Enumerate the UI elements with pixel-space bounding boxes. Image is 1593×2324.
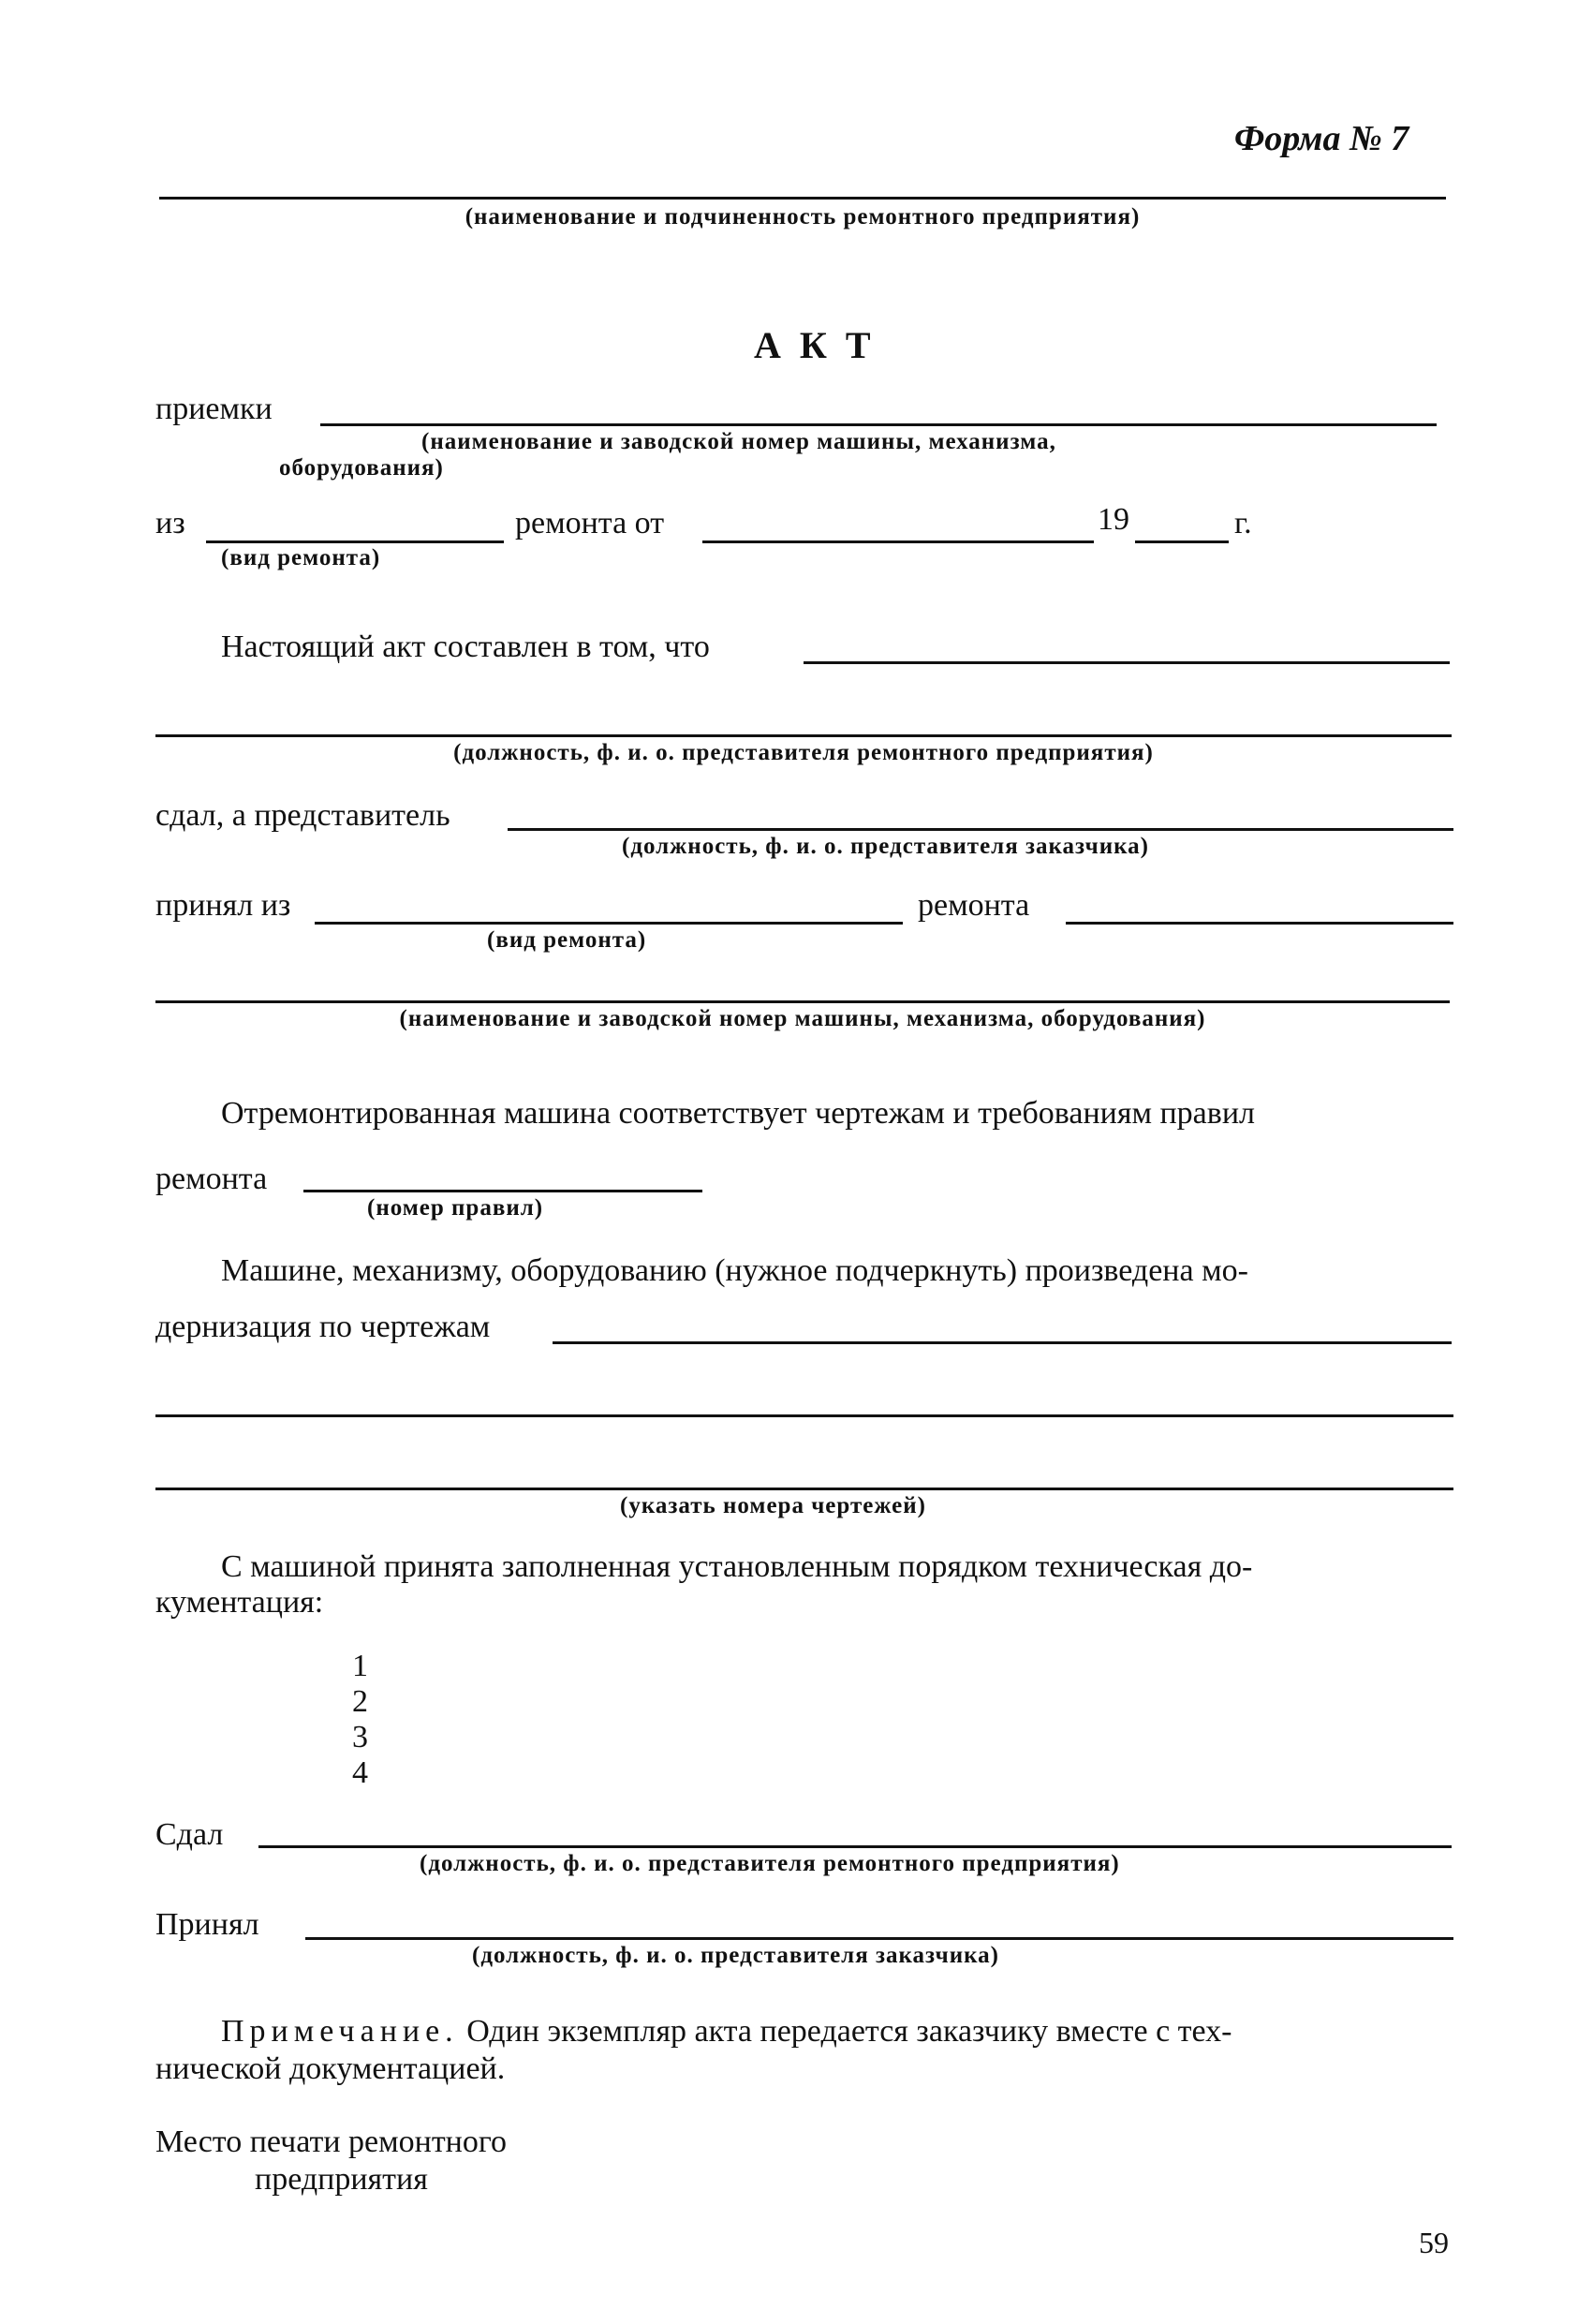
customer-rep-line[interactable] xyxy=(508,828,1453,831)
handed-signature-line[interactable] xyxy=(258,1845,1452,1848)
documentation-line1: С машиной принята заполненная установленным порядком техническая до- xyxy=(221,1549,1253,1584)
machine-caption-line2: оборудования) xyxy=(279,455,444,481)
handed-label: Сдал xyxy=(155,1817,224,1852)
handed-caption: (должность, ф. и. о. представителя ремонтного предприятия) xyxy=(420,1851,1120,1876)
drawings-line1[interactable] xyxy=(553,1341,1452,1344)
note-text-line2: нической документацией. xyxy=(155,2051,506,2086)
compliance-repair-label: ремонта xyxy=(155,1162,268,1196)
repair-type-line[interactable] xyxy=(206,540,504,543)
drawings-line2[interactable] xyxy=(155,1414,1453,1417)
machine-caption-line1: (наименование и заводской номер машины, механизма, xyxy=(421,429,1056,454)
repair-rep-caption: (должность, ф. и. о. представителя ремонтного предприятия) xyxy=(453,740,1154,765)
compliance-text: Отремонтированная машина соответствует чертежам и требованиям правил xyxy=(221,1096,1255,1131)
received-machine-line[interactable] xyxy=(155,1000,1450,1003)
rules-number-caption: (номер правил) xyxy=(367,1195,544,1221)
drawings-line3[interactable] xyxy=(155,1488,1453,1490)
org-name-caption: (наименование и подчиненность ремонтного предприятия) xyxy=(465,204,1141,229)
form-number: Форма № 7 xyxy=(1234,119,1409,158)
acceptance-label: приемки xyxy=(155,392,273,426)
modernization-line1: Машине, механизму, оборудованию (нужное подчеркнуть) произведена мо- xyxy=(221,1253,1248,1288)
received-repair-label: ремонта xyxy=(918,888,1030,923)
repair-from-label: из xyxy=(155,506,185,540)
repair-date-line[interactable] xyxy=(702,540,1094,543)
year-prefix: 19 xyxy=(1098,502,1129,537)
modernization-line2: дернизация по чертежам xyxy=(155,1310,491,1344)
received-from-label: принял из xyxy=(155,888,291,923)
doc-item-3: 3 xyxy=(352,1720,368,1754)
stamp-place-line1: Место печати ремонтного xyxy=(155,2124,507,2159)
note-line1 xyxy=(221,2014,1232,2050)
received-type-caption: (вид ремонта) xyxy=(487,927,647,953)
statement-text: Настоящий акт составлен в том, что xyxy=(221,629,710,664)
drawings-caption: (указать номера чертежей) xyxy=(620,1493,926,1518)
org-name-line[interactable] xyxy=(159,197,1446,200)
accepted-signature-line[interactable] xyxy=(305,1937,1453,1940)
year-suffix: г. xyxy=(1234,506,1252,540)
handover-text: сдал, а представитель xyxy=(155,798,450,833)
customer-rep-caption: (должность, ф. и. о. представителя заказчика) xyxy=(622,834,1149,859)
machine-name-line[interactable] xyxy=(320,423,1437,426)
accepted-label: Принял xyxy=(155,1907,259,1942)
doc-item-4: 4 xyxy=(352,1755,368,1790)
repair-rep-line[interactable] xyxy=(155,734,1452,737)
accepted-caption: (должность, ф. и. о. представителя заказчика) xyxy=(472,1943,999,1968)
repair-date-label: ремонта от xyxy=(515,506,665,540)
statement-line[interactable] xyxy=(804,661,1450,664)
stamp-place-line2: предприятия xyxy=(255,2162,428,2197)
repair-type-caption: (вид ремонта) xyxy=(221,545,381,570)
doc-item-1: 1 xyxy=(352,1649,368,1683)
received-machine-caption: (наименование и заводской номер машины, механизма, оборудования) xyxy=(399,1006,1206,1031)
received-type-line[interactable] xyxy=(315,922,903,925)
note-text-line1: Один экземпляр акта передается заказчику вместе с тех- xyxy=(458,2014,1232,2049)
document-title: АКТ xyxy=(754,324,890,366)
received-repair-line[interactable] xyxy=(1066,922,1453,925)
page-number: 59 xyxy=(1419,2226,1449,2259)
documentation-line2: кументация: xyxy=(155,1585,324,1620)
doc-item-2: 2 xyxy=(352,1684,368,1719)
note-label: Примечание. xyxy=(221,2014,459,2049)
rules-number-line[interactable] xyxy=(303,1190,702,1192)
year-line[interactable] xyxy=(1135,540,1229,543)
